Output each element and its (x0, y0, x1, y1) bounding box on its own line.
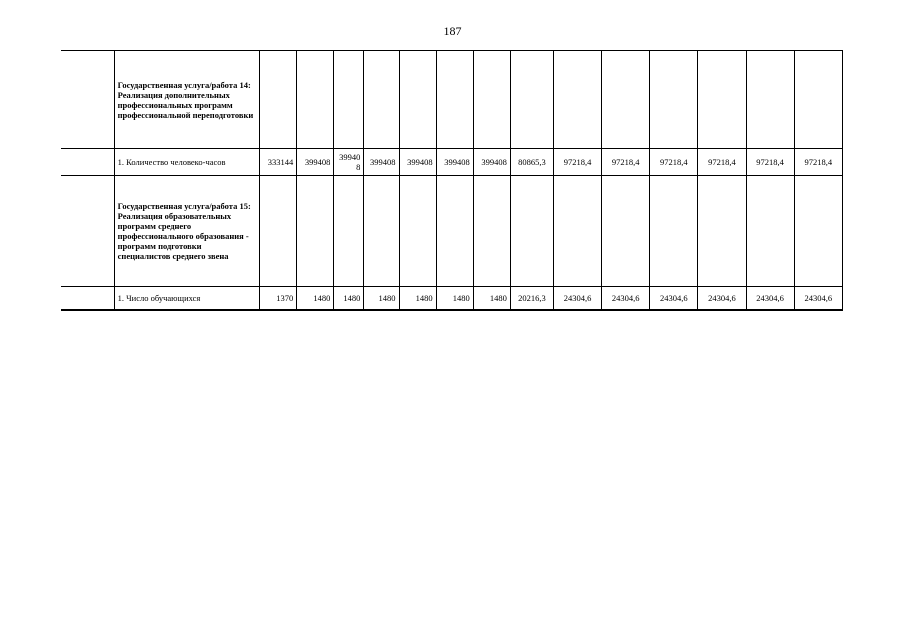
empty-cell (61, 287, 114, 311)
indicator-name: 1. Количество человеко-часов (114, 149, 259, 176)
value-cell: 1480 (334, 287, 364, 311)
value-cell: 399408 (297, 149, 334, 176)
value-cell: 97218,4 (746, 149, 794, 176)
value-cell: 1370 (260, 287, 297, 311)
value-cell: 1480 (436, 287, 473, 311)
indicator-name: 1. Число обучающихся (114, 287, 259, 311)
value-cell: 1480 (364, 287, 399, 311)
empty-cell (61, 149, 114, 176)
value-cell: 97218,4 (650, 149, 698, 176)
value-cell: 333144 (260, 149, 297, 176)
data-table (61, 50, 843, 311)
value-cell: 24304,6 (698, 287, 746, 311)
value-cell: 399408 (364, 149, 399, 176)
value-cell: 399408 (473, 149, 510, 176)
value-cell: 97218,4 (794, 149, 842, 176)
value-cell: 24304,6 (746, 287, 794, 311)
table-row (61, 287, 843, 311)
value-cell: 1480 (297, 287, 334, 311)
table-row (61, 176, 843, 287)
value-cell: 399408 (399, 149, 436, 176)
value-cell: 24304,6 (650, 287, 698, 311)
value-cell: 24304,6 (553, 287, 601, 311)
value-cell: 24304,6 (794, 287, 842, 311)
service-title: Государственная услуга/работа 14: Реализация дополнительных профессиональных программ профессиональной переподготовки (114, 51, 259, 149)
value-cell: 20216,3 (510, 287, 553, 311)
page-number: 187 (443, 24, 462, 38)
empty-cell (61, 51, 114, 149)
value-cell: 97218,4 (602, 149, 650, 176)
value-cell: 399408 (436, 149, 473, 176)
table-row (61, 149, 843, 176)
value-cell: 24304,6 (602, 287, 650, 311)
value-cell: 1480 (473, 287, 510, 311)
value-cell: 97218,4 (553, 149, 601, 176)
service-title: Государственная услуга/работа 15: Реализация образовательных программ среднего профессионального образования - программ подготовки специалистов среднего звена (114, 176, 259, 287)
value-cell: 1480 (399, 287, 436, 311)
value-cell: 80865,3 (510, 149, 553, 176)
empty-cell (61, 176, 114, 287)
table-row (61, 51, 843, 149)
value-cell: 399408 (334, 149, 364, 176)
value-cell: 97218,4 (698, 149, 746, 176)
